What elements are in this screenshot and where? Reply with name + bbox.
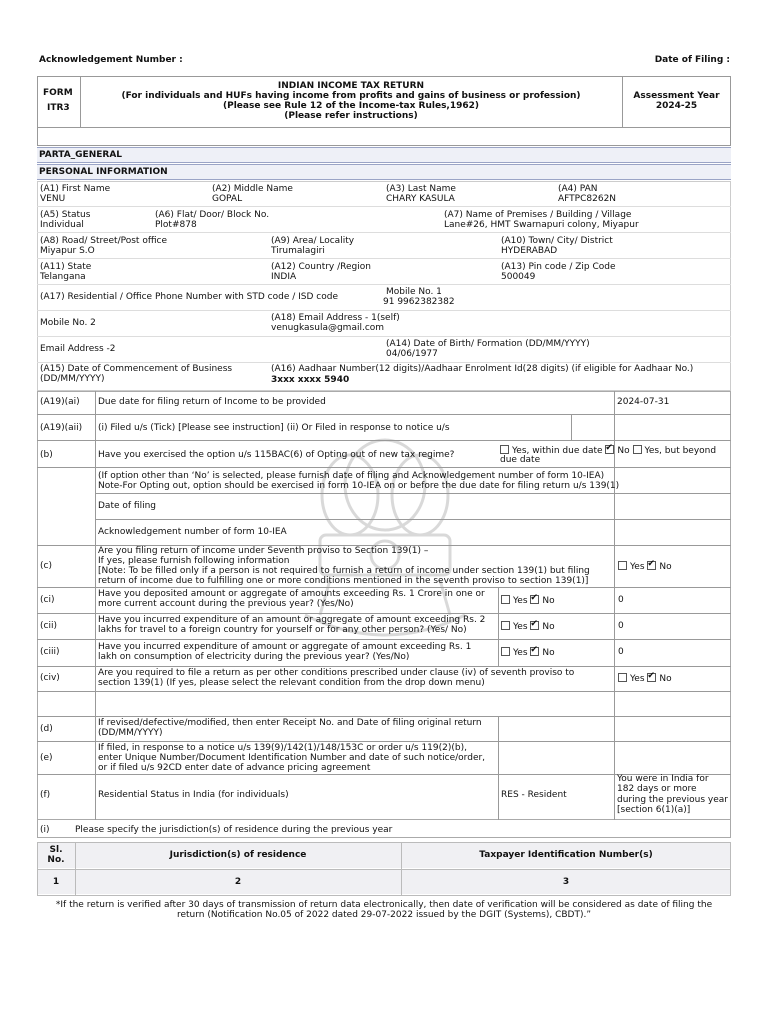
i-code: (i) [40, 825, 50, 835]
pan-label: (A4) PAN [558, 184, 598, 194]
b-note-1: (If option other than ‘No’ is selected, please furnish date of filing and Acknowledgement number of form 10-IEA) [98, 471, 605, 481]
c-code: (c) [40, 561, 52, 571]
a19aii-text: (i) Filed u/s (Tick) [Please see instruction] (ii) Or Filed in response to notice u/s [98, 423, 450, 433]
email1-label: (A18) Email Address - 1(self) [271, 313, 400, 323]
b-code: (b) [40, 450, 53, 460]
ciii-line-1: Have you incurred expenditure of amount or aggregate of amount exceeding Rs. 1 [98, 642, 472, 652]
civ-no-checkbox[interactable] [647, 673, 656, 682]
b-yes-within-label: Yes, within due date [512, 446, 603, 456]
cii-yes-no[interactable] [501, 621, 555, 632]
town-label: (A10) Town/ City/ District [501, 236, 613, 246]
cii-value: 0 [618, 621, 624, 631]
f-note-4: [section 6(1)(a)] [617, 805, 691, 815]
form-title: INDIAN INCOME TAX RETURN [277, 81, 425, 91]
footer-note-1: *If the return is verified after 30 days of transmission of return data electronically, then date of verification will be considered as date of filing the [55, 900, 713, 910]
aadhaar-label: (A16) Aadhaar Number(12 digits)/Aadhaar Enrolment Id(28 digits) (if eligible for Aadhaar No.) [271, 364, 694, 374]
b-yes-beyond-checkbox[interactable] [633, 445, 642, 454]
c-yes-checkbox[interactable] [618, 561, 627, 570]
ci-yes-no[interactable] [501, 595, 555, 606]
col-sl-2: No. [47, 855, 65, 865]
ci-no-checkbox[interactable] [530, 595, 539, 604]
civ-line-1: Are you required to file a return as per other conditions prescribed under clause (iv) of seventh proviso to [98, 668, 575, 678]
flat-label: (A6) Flat/ Door/ Block No. [155, 210, 270, 220]
commencement-label-2: (DD/MM/YYYY) [40, 374, 105, 384]
date-of-filing-row: Date of filing [98, 501, 156, 511]
civ-line-2: section 139(1) (If yes, please select the relevant condition from the drop down menu) [98, 678, 485, 688]
footer-note-2: return (Notification No.05 of 2022 dated 29-07-2022 issued by the DGIT (Systems), CBDT).” [176, 910, 592, 920]
ciii-yes-no[interactable] [501, 647, 555, 658]
road-label: (A8) Road/ Street/Post office [40, 236, 168, 246]
first-name-label: (A1) First Name [40, 184, 111, 194]
b-no-checkbox[interactable] [605, 445, 614, 454]
f-note-2: 182 days or more [617, 784, 697, 794]
cii-no-checkbox[interactable] [530, 621, 539, 630]
b-text: Have you exercised the option u/s 115BAC(6) of Opting out of new tax regime? [98, 450, 455, 460]
c-line-1: Are you filing return of income under Seventh proviso to Section 139(1) – [98, 546, 429, 556]
commencement-label: (A15) Date of Commencement of Business [40, 364, 233, 374]
cii-no-label: No [542, 622, 555, 632]
middle-name-value: GOPAL [212, 194, 243, 204]
premises-label: (A7) Name of Premises / Building / Village [444, 210, 632, 220]
d-code: (d) [40, 724, 53, 734]
mobile1-value: 91 9962382382 [383, 297, 455, 307]
ciii-line-2: lakh on consumption of electricity during the previous year? (Yes/No) [98, 652, 410, 662]
b-note-2: Note-For Opting out, option should be exercised in form 10-IEA on or before the due date for filing return u/s 139(1) [98, 481, 620, 491]
c-no-checkbox[interactable] [647, 561, 656, 570]
section-personal-information: PERSONAL INFORMATION [37, 164, 731, 180]
a19ai-code: (A19)(ai) [40, 397, 80, 407]
c-yes-no[interactable] [618, 561, 672, 572]
col-index-2: 2 [234, 877, 242, 887]
flat-value: Plot#878 [155, 220, 197, 230]
f-code: (f) [40, 790, 51, 800]
civ-yes-no[interactable] [618, 673, 672, 684]
civ-yes-checkbox[interactable] [618, 673, 627, 682]
middle-name-label: (A2) Middle Name [212, 184, 293, 194]
aadhaar-value: 3xxx xxxx 5940 [271, 375, 350, 385]
ciii-no-label: No [542, 648, 555, 658]
area-value: Tirumalagiri [271, 246, 325, 256]
pincode-value: 500049 [501, 272, 536, 282]
civ-no-label: No [659, 674, 672, 684]
acknowledgement-label: Acknowledgement Number : [39, 55, 183, 65]
ci-line-1: Have you deposited amount or aggregate of amounts exceeding Rs. 1 Crore in one or [98, 589, 485, 599]
cii-yes-label: Yes [513, 622, 528, 632]
dob-value: 04/06/1977 [386, 349, 438, 359]
town-value: HYDERABAD [501, 246, 558, 256]
d-line-1: If revised/defective/modified, then enter Receipt No. and Date of filing original return [98, 718, 482, 728]
f-note-3: during the previous year [617, 795, 728, 805]
last-name-label: (A3) Last Name [386, 184, 456, 194]
first-name-value: VENU [40, 194, 66, 204]
col-index-1: 1 [52, 877, 60, 887]
ci-no-label: No [542, 596, 555, 606]
i-text: Please specify the jurisdiction(s) of residence during the previous year [75, 825, 393, 835]
ack-10iea-row: Acknowledgement number of form 10-IEA [98, 527, 287, 537]
ci-line-2: more current account during the previous year? (Yes/No) [98, 599, 354, 609]
country-value: INDIA [271, 272, 297, 282]
c-line-3: [Note: To be filled only if a person is not required to furnish a return of income under section 139(1) but filing [98, 566, 590, 576]
d-line-2: (DD/MM/YYYY) [98, 728, 163, 738]
f-note-1: You were in India for [617, 774, 709, 784]
e-code: (e) [40, 753, 53, 763]
a19aii-code: (A19)(aii) [40, 423, 83, 433]
status-label: (A5) Status [40, 210, 91, 220]
form-subtitle-2: (Please see Rule 12 of the Income-tax Rules,1962) [222, 101, 480, 111]
cii-line-2: lakhs for travel to a foreign country for yourself or for any other person? (Yes/ No) [98, 625, 467, 635]
mobile1-label: Mobile No. 1 [386, 287, 442, 297]
ciii-code: (ciii) [40, 647, 60, 657]
c-no-label: No [659, 562, 672, 572]
area-label: (A9) Area/ Locality [271, 236, 355, 246]
civ-code: (civ) [40, 673, 60, 683]
ci-yes-label: Yes [513, 596, 528, 606]
cii-code: (cii) [40, 621, 57, 631]
state-label: (A11) State [40, 262, 92, 272]
ci-yes-checkbox[interactable] [501, 595, 510, 604]
ciii-yes-label: Yes [513, 648, 528, 658]
road-value: Miyapur S.O [40, 246, 95, 256]
last-name-value: CHARY KASULA [386, 194, 455, 204]
due-date-value: 2024-07-31 [617, 397, 670, 407]
ci-value: 0 [618, 595, 624, 605]
b-yes-within-checkbox[interactable] [500, 445, 509, 454]
col-tin: Taxpayer Identification Number(s) [479, 850, 653, 860]
section-parta-general: PARTA_GENERAL [37, 147, 731, 163]
e-line-3: or if filed u/s 92CD enter date of advance pricing agreement [98, 763, 371, 773]
b-opt-due-date: due date [500, 455, 541, 465]
f-text: Residential Status in India (for individuals) [98, 790, 289, 800]
c-yes-label: Yes [630, 562, 645, 572]
status-value: Individual [40, 220, 84, 230]
civ-yes-label: Yes [630, 674, 645, 684]
cii-line-1: Have you incurred expenditure of an amount or aggregate of amount exceeding Rs. 2 [98, 615, 486, 625]
col-jurisdiction: Jurisdiction(s) of residence [169, 850, 307, 860]
a19ai-text: Due date for filing return of Income to be provided [98, 397, 326, 407]
email2-label: Email Address -2 [40, 344, 116, 354]
form-subtitle-3: (Please refer instructions) [284, 111, 418, 121]
state-value: Telangana [40, 272, 86, 282]
country-label: (A12) Country /Region [271, 262, 371, 272]
email1-value: venugkasula@gmail.com [271, 323, 385, 333]
dob-label: (A14) Date of Birth/ Formation (DD/MM/YYYY) [386, 339, 590, 349]
date-of-filing-label: Date of Filing : [654, 55, 730, 65]
ciii-value: 0 [618, 647, 624, 657]
pincode-label: (A13) Pin code / Zip Code [501, 262, 616, 272]
mobile2-label: Mobile No. 2 [40, 318, 96, 328]
b-no-label: No [617, 446, 630, 456]
ciii-no-checkbox[interactable] [530, 647, 539, 656]
premises-value: Lane#26, HMT Swarnapuri colony, Miyapur [444, 220, 639, 230]
ciii-yes-checkbox[interactable] [501, 647, 510, 656]
assessment-year-value: 2024-25 [655, 101, 698, 111]
ci-code: (ci) [40, 595, 55, 605]
pan-value: AFTPC8262N [558, 194, 617, 204]
c-line-2: If yes, please furnish following information [98, 556, 290, 566]
assessment-year-label: Assessment Year [633, 91, 720, 101]
b-yes-beyond-label: Yes, but beyond [644, 446, 717, 456]
phone-label: (A17) Residential / Office Phone Number with STD code / ISD code [40, 292, 338, 302]
form-subtitle-1: (For individuals and HUFs having income from profits and gains of business or profession) [121, 91, 581, 101]
e-line-2: enter Unique Number/Document Identification Number and date of such notice/order, [98, 753, 486, 763]
residential-status-value: RES - Resident [501, 790, 567, 800]
col-index-3: 3 [562, 877, 570, 887]
c-line-4: return of income due to fulfilling one or more conditions mentioned in the seventh proviso to section 139(1)] [98, 576, 589, 586]
e-line-1: If filed, in response to a notice u/s 139(9)/142(1)/148/153C or order u/s 119(2)(b), [98, 743, 467, 753]
cii-yes-checkbox[interactable] [501, 621, 510, 630]
col-sl-1: Sl. [49, 845, 63, 855]
form-code: ITR3 [47, 103, 70, 113]
form-label: FORM [43, 88, 73, 98]
